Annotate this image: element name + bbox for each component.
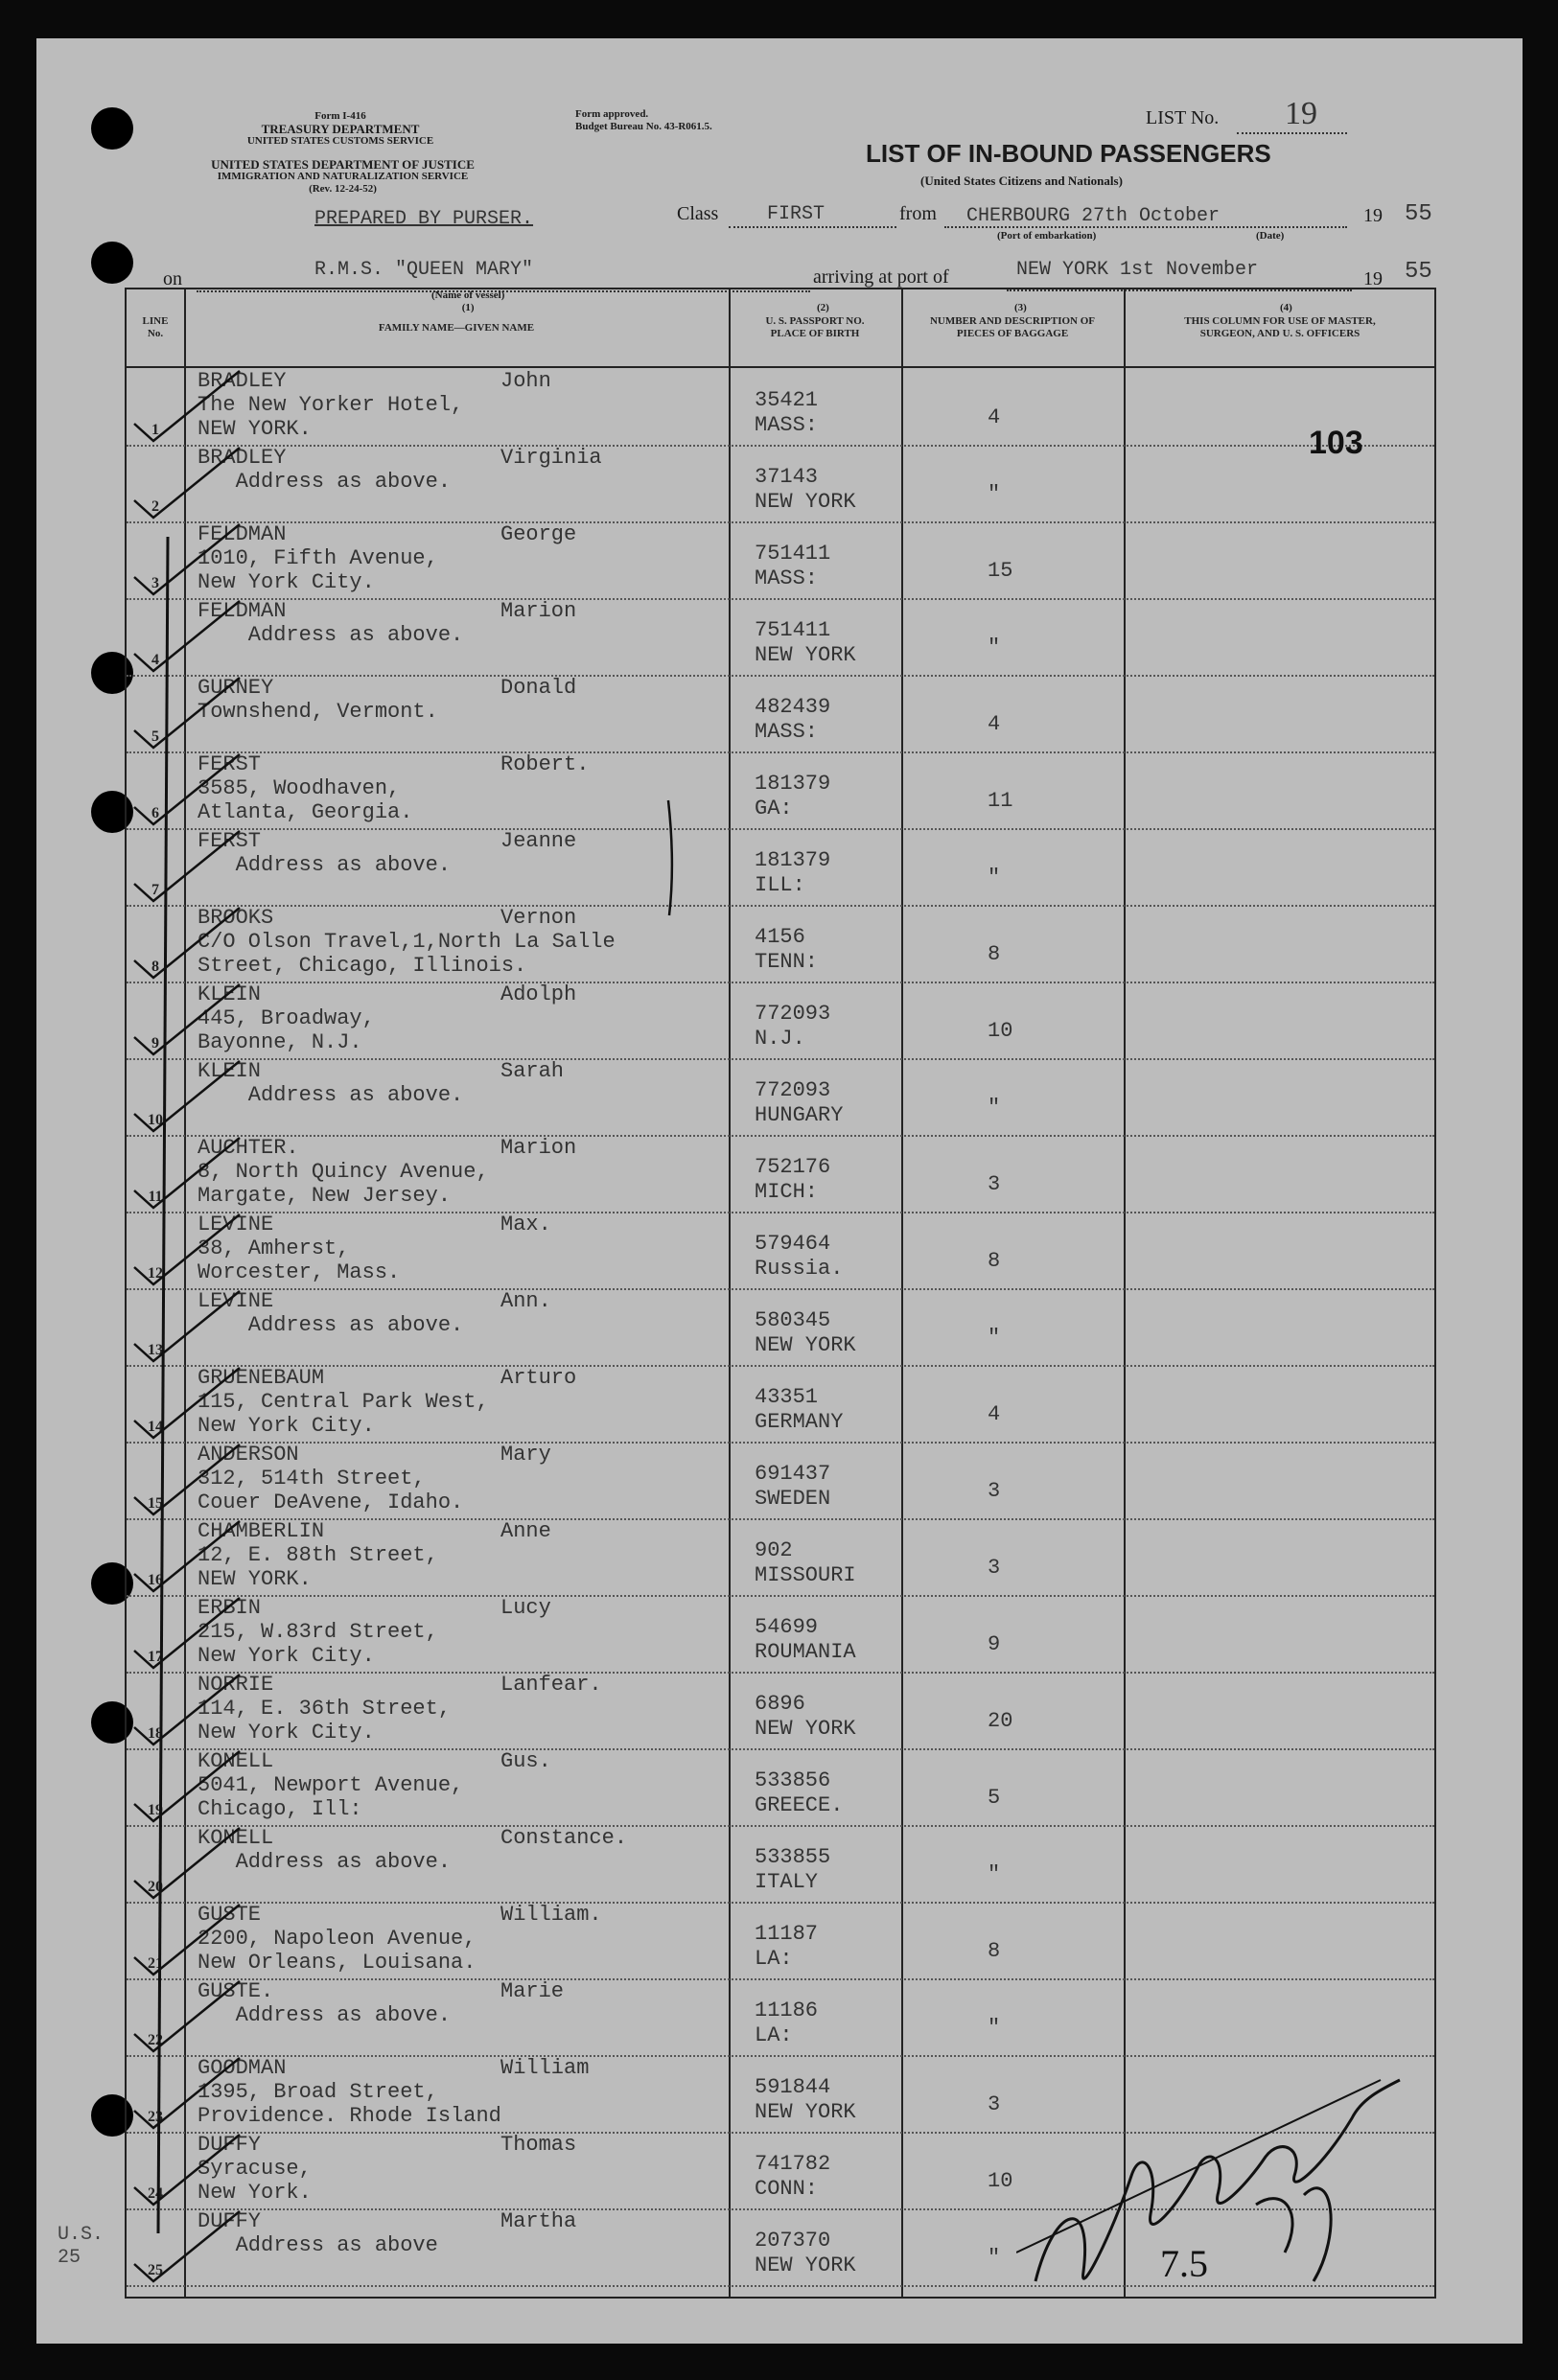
address-line-2: Providence. Rhode Island: [198, 2104, 501, 2128]
address-line-1: 312, 514th Street,: [198, 1467, 426, 1490]
budget-bureau: Budget Bureau No. 43-R061.5.: [575, 121, 712, 132]
baggage-count: ": [988, 482, 1001, 506]
address-line-1: C/O Olson Travel,1,North La Salle: [198, 930, 616, 954]
family-name: GOODMAN: [198, 2056, 287, 2080]
dept-name: TREASURY DEPARTMENT: [261, 122, 420, 136]
passport-number: 54699: [755, 1615, 819, 1639]
line-number: 12: [148, 1265, 163, 1282]
baggage-count: 3: [988, 1479, 1001, 1503]
baggage-count: ": [988, 866, 1001, 890]
passport-number: 6896: [755, 1692, 805, 1716]
line-number: 9: [151, 1035, 159, 1051]
place-of-birth: LA:: [755, 2023, 793, 2047]
line-number: 3: [151, 575, 159, 591]
passport-number: 482439: [755, 695, 831, 719]
check-mark: [134, 1981, 240, 2051]
place-of-birth: MISSOURI: [755, 1563, 856, 1587]
passport-number: 691437: [755, 1462, 831, 1486]
address-line-1: Address as above.: [198, 1083, 464, 1107]
address-line-1: Address as above.: [198, 1313, 464, 1337]
family-name: BRADLEY: [198, 369, 287, 393]
family-name: NORRIE: [198, 1673, 274, 1697]
place-of-birth: N.J.: [755, 1027, 805, 1051]
check-mark: [134, 678, 240, 748]
year-value-1: 55: [1405, 201, 1432, 227]
place-of-birth: GA:: [755, 797, 793, 820]
address-line-1: Address as above.: [198, 623, 464, 647]
list-no-label: LIST No.: [1146, 107, 1220, 128]
line-number: 4: [151, 652, 159, 668]
given-name: Donald: [500, 676, 577, 700]
col4-caption: (4): [1280, 302, 1292, 313]
given-name: Vernon: [500, 906, 577, 930]
line-number: 24: [148, 2185, 163, 2202]
check-mark: [134, 1675, 240, 1745]
document-subtitle: (United States Citizens and Nationals): [920, 173, 1123, 188]
family-name: FELDMAN: [198, 522, 287, 546]
address-line-2: New York.: [198, 2181, 312, 2205]
passport-number: 579464: [755, 1232, 831, 1256]
on-label: on: [163, 268, 182, 289]
place-of-birth: NEW YORK: [755, 643, 856, 667]
family-name: DUFFY: [198, 2133, 262, 2157]
line-number: 25: [148, 2262, 163, 2278]
address-line-1: 8, North Quincy Avenue,: [198, 1160, 489, 1184]
passport-number: 533856: [755, 1768, 831, 1792]
family-name: FERST: [198, 752, 262, 776]
date-caption: (Date): [1256, 230, 1285, 242]
address-line-2: New York City.: [198, 1721, 375, 1745]
baggage-count: 10: [988, 1019, 1013, 1043]
year-value-2: 55: [1405, 259, 1432, 285]
stamp-line-1: U.S.: [58, 2224, 105, 2246]
line-number: 18: [148, 1725, 163, 1742]
baggage-count: 20: [988, 1709, 1013, 1733]
address-line-1: 2200, Napoleon Avenue,: [198, 1927, 477, 1951]
check-mark: [134, 1368, 240, 1438]
address-line-2: Street, Chicago, Illinois.: [198, 954, 527, 978]
header-passport: U. S. PASSPORT NO. PLACE OF BIRTH: [729, 289, 901, 368]
family-name: BRADLEY: [198, 446, 287, 470]
passport-number: 772093: [755, 1002, 831, 1026]
line-number: 15: [148, 1495, 163, 1512]
address-line-1: Address as above.: [198, 853, 452, 877]
passport-number: 591844: [755, 2075, 831, 2099]
address-line-1: Townshend, Vermont.: [198, 700, 438, 724]
check-mark: [134, 448, 240, 518]
place-of-birth: NEW YORK: [755, 1333, 856, 1357]
given-name: Marie: [500, 1979, 565, 2003]
line-number: 7: [151, 882, 159, 898]
check-mark: [134, 984, 240, 1054]
address-line-2: New York City.: [198, 570, 375, 594]
check-mark: [134, 2135, 240, 2205]
address-line-2: New York City.: [198, 1644, 375, 1668]
line-number: 8: [151, 959, 159, 975]
baggage-count: 5: [988, 1786, 1001, 1810]
check-mark: [134, 1905, 240, 1975]
address-line-1: Syracuse,: [198, 2157, 312, 2181]
given-name: Lanfear.: [500, 1673, 602, 1697]
given-name: Arturo: [500, 1366, 577, 1390]
family-name: KLEIN: [198, 1059, 262, 1083]
line-number: 20: [148, 1879, 163, 1895]
check-mark: [134, 2058, 240, 2128]
line-number: 17: [148, 1649, 163, 1665]
check-mark: [134, 1214, 240, 1284]
baggage-count: 8: [988, 1249, 1001, 1273]
baggage-count: 3: [988, 1556, 1001, 1580]
place-of-birth: MICH:: [755, 1180, 819, 1204]
address-line-1: 38, Amherst,: [198, 1236, 350, 1260]
address-line-2: NEW YORK.: [198, 417, 312, 441]
place-of-birth: NEW YORK: [755, 2100, 856, 2124]
passport-number: 43351: [755, 1385, 819, 1409]
check-mark: [134, 1751, 240, 1821]
family-name: FERST: [198, 829, 262, 853]
place-of-birth: Russia.: [755, 1257, 844, 1281]
family-name: AUCHTER.: [198, 1136, 299, 1160]
header-line-no: LINE No.: [127, 289, 184, 368]
header-name: FAMILY NAME—GIVEN NAME: [184, 289, 729, 368]
given-name: Martha: [500, 2209, 577, 2233]
passport-number: 181379: [755, 848, 831, 872]
family-name: ERBIN: [198, 1596, 262, 1620]
col1-caption: (1): [461, 302, 475, 313]
line-number: 11: [148, 1189, 163, 1205]
given-name: Robert.: [500, 752, 590, 776]
baggage-count: 8: [988, 942, 1001, 966]
line-number: 23: [148, 2109, 163, 2125]
header-baggage: NUMBER AND DESCRIPTION OF PIECES OF BAGGAGE: [901, 289, 1124, 368]
place-of-birth: MASS:: [755, 566, 819, 590]
given-name: Marion: [500, 1136, 577, 1160]
check-mark: [134, 754, 240, 824]
baggage-count: ": [988, 2016, 1001, 2040]
given-name: Gus.: [500, 1749, 551, 1773]
line-number: 1: [151, 422, 159, 438]
place-of-birth: TENN:: [755, 950, 819, 974]
check-mark: [134, 1444, 240, 1514]
vessel-caption-text: (Name of vessel): [431, 289, 505, 301]
baggage-count: ": [988, 635, 1001, 659]
col3-caption: (3): [1014, 302, 1027, 313]
line-number: 13: [148, 1342, 163, 1358]
address-line-1: 5041, Newport Avenue,: [198, 1773, 464, 1797]
family-name: ANDERSON: [198, 1443, 299, 1467]
passport-number: 741782: [755, 2152, 831, 2176]
form-number: Form I-416: [314, 110, 366, 122]
justice-name: UNITED STATES DEPARTMENT OF JUSTICE: [211, 157, 475, 172]
family-name: KLEIN: [198, 982, 262, 1006]
address-line-1: 1395, Broad Street,: [198, 2080, 438, 2104]
baggage-count: ": [988, 1326, 1001, 1350]
address-line-1: 3585, Woodhaven,: [198, 776, 401, 800]
passport-number: 580345: [755, 1308, 831, 1332]
passport-number: 11187: [755, 1922, 819, 1946]
passport-number: 752176: [755, 1155, 831, 1179]
passport-number: 35421: [755, 388, 819, 412]
address-line-1: 114, E. 36th Street,: [198, 1697, 452, 1721]
baggage-count: 3: [988, 2092, 1001, 2116]
check-mark: [134, 1521, 240, 1591]
address-line-2: Margate, New Jersey.: [198, 1184, 452, 1208]
baggage-count: 8: [988, 1939, 1001, 1963]
family-name: KONELL: [198, 1749, 274, 1773]
check-mark: [134, 1828, 240, 1898]
check-mark: [134, 2211, 240, 2281]
col2-caption: (2): [817, 302, 829, 313]
place-of-birth: MASS:: [755, 720, 819, 744]
given-name: Marion: [500, 599, 577, 623]
class-label: Class: [677, 203, 719, 224]
given-name: William.: [500, 1903, 602, 1927]
passport-number: 751411: [755, 618, 831, 642]
address-line-2: New York City.: [198, 1414, 375, 1438]
family-name: BROOKS: [198, 906, 274, 930]
address-line-1: 115, Central Park West,: [198, 1390, 489, 1414]
family-name: LEVINE: [198, 1289, 274, 1313]
signature-number: 7.5: [1160, 2242, 1208, 2285]
passport-number: 751411: [755, 542, 831, 566]
baggage-count: 15: [988, 559, 1013, 583]
given-name: Constance.: [500, 1826, 628, 1850]
place-of-birth: ILL:: [755, 873, 805, 897]
line-number: 10: [148, 1112, 163, 1128]
prepared-by: PREPARED BY PURSER.: [314, 208, 534, 230]
address-line-2: NEW YORK.: [198, 1567, 312, 1591]
baggage-count: 11: [988, 789, 1013, 813]
list-no-value: 19: [1285, 96, 1317, 131]
passport-number: 181379: [755, 772, 831, 796]
address-line-1: Address as above.: [198, 1850, 452, 1874]
baggage-count: 4: [988, 712, 1001, 736]
place-of-birth: NEW YORK: [755, 2253, 856, 2277]
place-of-birth: NEW YORK: [755, 1717, 856, 1741]
passport-number: 533855: [755, 1845, 831, 1869]
line-number: 14: [148, 1419, 163, 1435]
vessel-name: R.M.S. "QUEEN MARY": [314, 259, 534, 281]
given-name: Thomas: [500, 2133, 577, 2157]
address-line-1: 445, Broadway,: [198, 1006, 375, 1030]
given-name: William: [500, 2056, 590, 2080]
family-name: KONELL: [198, 1826, 274, 1850]
customs-name: UNITED STATES CUSTOMS SERVICE: [246, 135, 434, 147]
form-approved: Form approved.: [575, 108, 649, 120]
line-number: 2: [151, 498, 159, 515]
passport-number: 772093: [755, 1078, 831, 1102]
baggage-count: 4: [988, 1402, 1001, 1426]
place-of-birth: GERMANY: [755, 1410, 844, 1434]
family-name: CHAMBERLIN: [198, 1519, 325, 1543]
place-of-birth: CONN:: [755, 2177, 819, 2201]
place-of-birth: ITALY: [755, 1870, 819, 1894]
address-line-1: Address as above.: [198, 470, 452, 494]
port-embarkation-caption: (Port of embarkation): [997, 230, 1097, 242]
passport-number: 4156: [755, 925, 805, 949]
address-line-1: 215, W.83rd Street,: [198, 1620, 438, 1644]
given-name: John: [500, 369, 551, 393]
year-prefix-1: 19: [1363, 205, 1383, 226]
check-mark: [134, 1598, 240, 1668]
baggage-count: 4: [988, 405, 1001, 429]
address-line-2: New Orleans, Louisana.: [198, 1951, 477, 1975]
margin-stroke: [158, 537, 168, 2233]
check-mark: [134, 1138, 240, 1208]
check-mark: [134, 908, 240, 978]
family-name: FELDMAN: [198, 599, 287, 623]
check-mark: [134, 1061, 240, 1131]
line-number: 6: [151, 805, 159, 821]
given-name: Adolph: [500, 982, 577, 1006]
family-name: GUSTE: [198, 1903, 262, 1927]
place-of-birth: GREECE.: [755, 1793, 844, 1817]
given-name: Max.: [500, 1213, 551, 1236]
line-number: 22: [148, 2032, 163, 2048]
family-name: DUFFY: [198, 2209, 262, 2233]
place-of-birth: SWEDEN: [755, 1487, 831, 1511]
check-mark: [134, 1291, 240, 1361]
stamp-line-2: 25: [58, 2247, 81, 2269]
given-name: George: [500, 522, 577, 546]
arrival-value: NEW YORK 1st November: [1016, 259, 1259, 281]
bracket-mark: [668, 800, 672, 915]
given-name: Ann.: [500, 1289, 551, 1313]
class-value: FIRST: [767, 203, 826, 225]
check-mark: [134, 831, 240, 901]
margin-stamp: [58, 2224, 104, 2270]
address-line-2: Atlanta, Georgia.: [198, 800, 413, 824]
place-of-birth: ROUMANIA: [755, 1640, 856, 1664]
ins-name: IMMIGRATION AND NATURALIZATION SERVICE: [217, 171, 469, 182]
place-of-birth: NEW YORK: [755, 490, 856, 514]
baggage-count: 3: [988, 1172, 1001, 1196]
baggage-count: ": [988, 1096, 1001, 1120]
header-officers: THIS COLUMN FOR USE OF MASTER, SURGEON, AND U. S. OFFICERS: [1124, 289, 1436, 368]
address-line-1: The New Yorker Hotel,: [198, 393, 464, 417]
year-prefix-2: 19: [1363, 268, 1383, 289]
address-line-2: Chicago, Ill:: [198, 1797, 362, 1821]
given-name: Lucy: [500, 1596, 551, 1620]
address-line-1: Address as above: [198, 2233, 438, 2257]
family-name: GUSTE.: [198, 1979, 274, 2003]
line-number: 5: [151, 728, 159, 745]
line-number: 21: [148, 1955, 163, 1972]
place-of-birth: LA:: [755, 1947, 793, 1971]
family-name: GURNEY: [198, 676, 274, 700]
passport-number: 37143: [755, 465, 819, 489]
address-line-1: 12, E. 88th Street,: [198, 1543, 438, 1567]
check-mark: [134, 371, 240, 441]
officer-note: 103: [1309, 425, 1363, 461]
form-revision: (Rev. 12-24-52): [309, 183, 377, 195]
place-of-birth: MASS:: [755, 413, 819, 437]
given-name: Anne: [500, 1519, 551, 1543]
baggage-count: 9: [988, 1632, 1001, 1656]
line-number: 19: [148, 1802, 163, 1818]
passport-number: 11186: [755, 1999, 819, 2022]
signature-mark: [1016, 2061, 1419, 2310]
baggage-count: ": [988, 1862, 1001, 1886]
family-name: LEVINE: [198, 1213, 274, 1236]
line-number: 16: [148, 1572, 163, 1588]
check-mark: [134, 524, 240, 594]
arriving-label: arriving at port of: [813, 266, 949, 288]
family-name: GRUENEBAUM: [198, 1366, 325, 1390]
from-value: CHERBOURG 27th October: [966, 205, 1221, 227]
document-title: LIST OF IN-BOUND PASSENGERS: [866, 139, 1271, 168]
baggage-count: 10: [988, 2169, 1013, 2193]
check-mark: [134, 601, 240, 671]
baggage-count: ": [988, 2246, 1001, 2270]
from-label: from: [899, 203, 937, 224]
given-name: Jeanne: [500, 829, 577, 853]
given-name: Sarah: [500, 1059, 565, 1083]
address-line-2: Couer DeAvene, Idaho.: [198, 1490, 464, 1514]
given-name: Mary: [500, 1443, 551, 1467]
address-line-2: Bayonne, N.J.: [198, 1030, 362, 1054]
address-line-1: Address as above.: [198, 2003, 452, 2027]
place-of-birth: HUNGARY: [755, 1103, 844, 1127]
passport-number: 902: [755, 1538, 793, 1562]
address-line-1: 1010, Fifth Avenue,: [198, 546, 438, 570]
passport-number: 207370: [755, 2229, 831, 2253]
address-line-2: Worcester, Mass.: [198, 1260, 401, 1284]
given-name: Virginia: [500, 446, 602, 470]
